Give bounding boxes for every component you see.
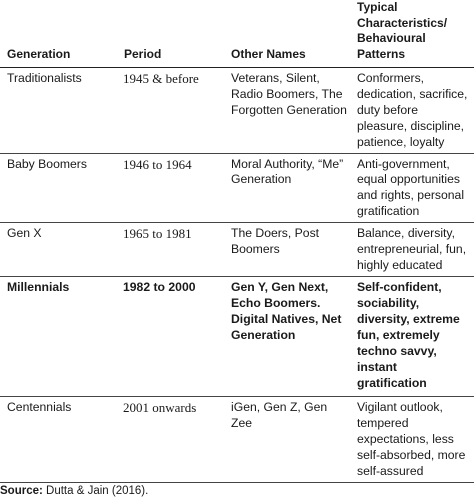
cell-other-names: The Doers, Post Boomers (224, 223, 351, 277)
table-header (0, 0, 474, 68)
header-generation: Generation (0, 0, 117, 68)
header-characteristics: Typical Characteristics/ Behavioural Patterns (351, 0, 474, 68)
cell-generation: Gen X (0, 223, 117, 277)
cell-other-names: Moral Authority, “Me” Generation (224, 153, 351, 223)
cell-characteristics: Vigilant outlook, tempered expectations, less self-absorbed, more self-assured (351, 397, 474, 483)
cell-period: 1945 & before (117, 68, 224, 154)
cell-period: 2001 onwards (117, 397, 224, 483)
source-label: Source: (0, 485, 43, 497)
cell-period: 1982 to 2000 (117, 277, 224, 397)
table-body (0, 68, 474, 483)
cell-other-names: Gen Y, Gen Next, Echo Boomers. Digital Natives, Net Generation (224, 277, 351, 397)
cell-generation: Millennials (0, 277, 117, 397)
cell-characteristics: Self-confident, sociability, diversity, extreme fun, extremely techno savvy, instant gratification (351, 277, 474, 397)
cell-generation: Traditionalists (0, 68, 117, 154)
cell-period: 1965 to 1981 (117, 223, 224, 277)
table-row-millennials (0, 277, 474, 397)
table-row-baby-boomers (0, 153, 474, 223)
cell-generation: Centennials (0, 397, 117, 483)
header-period: Period (117, 0, 224, 68)
cell-other-names: Veterans, Silent, Radio Boomers, The Forgotten Generation (224, 68, 351, 154)
cell-characteristics: Anti-government, equal opportunities and rights, personal gratification (351, 153, 474, 223)
cell-period: 1946 to 1964 (117, 153, 224, 223)
header-other-names: Other Names (224, 0, 351, 68)
cell-characteristics: Conformers, dedication, sacrifice, duty before pleasure, discipline, patience, loyalty (351, 68, 474, 154)
source-text: Dutta & Jain (2016). (42, 485, 149, 497)
header-row (0, 0, 474, 68)
cell-other-names: iGen, Gen Z, Gen Zee (224, 397, 351, 483)
table-row-gen-x (0, 223, 474, 277)
table-row-centennials (0, 397, 474, 483)
source-note (0, 484, 148, 498)
table-row-traditionalists (0, 68, 474, 154)
cell-characteristics: Balance, diversity, entrepreneurial, fun, highly educated (351, 223, 474, 277)
cell-generation: Baby Boomers (0, 153, 117, 223)
